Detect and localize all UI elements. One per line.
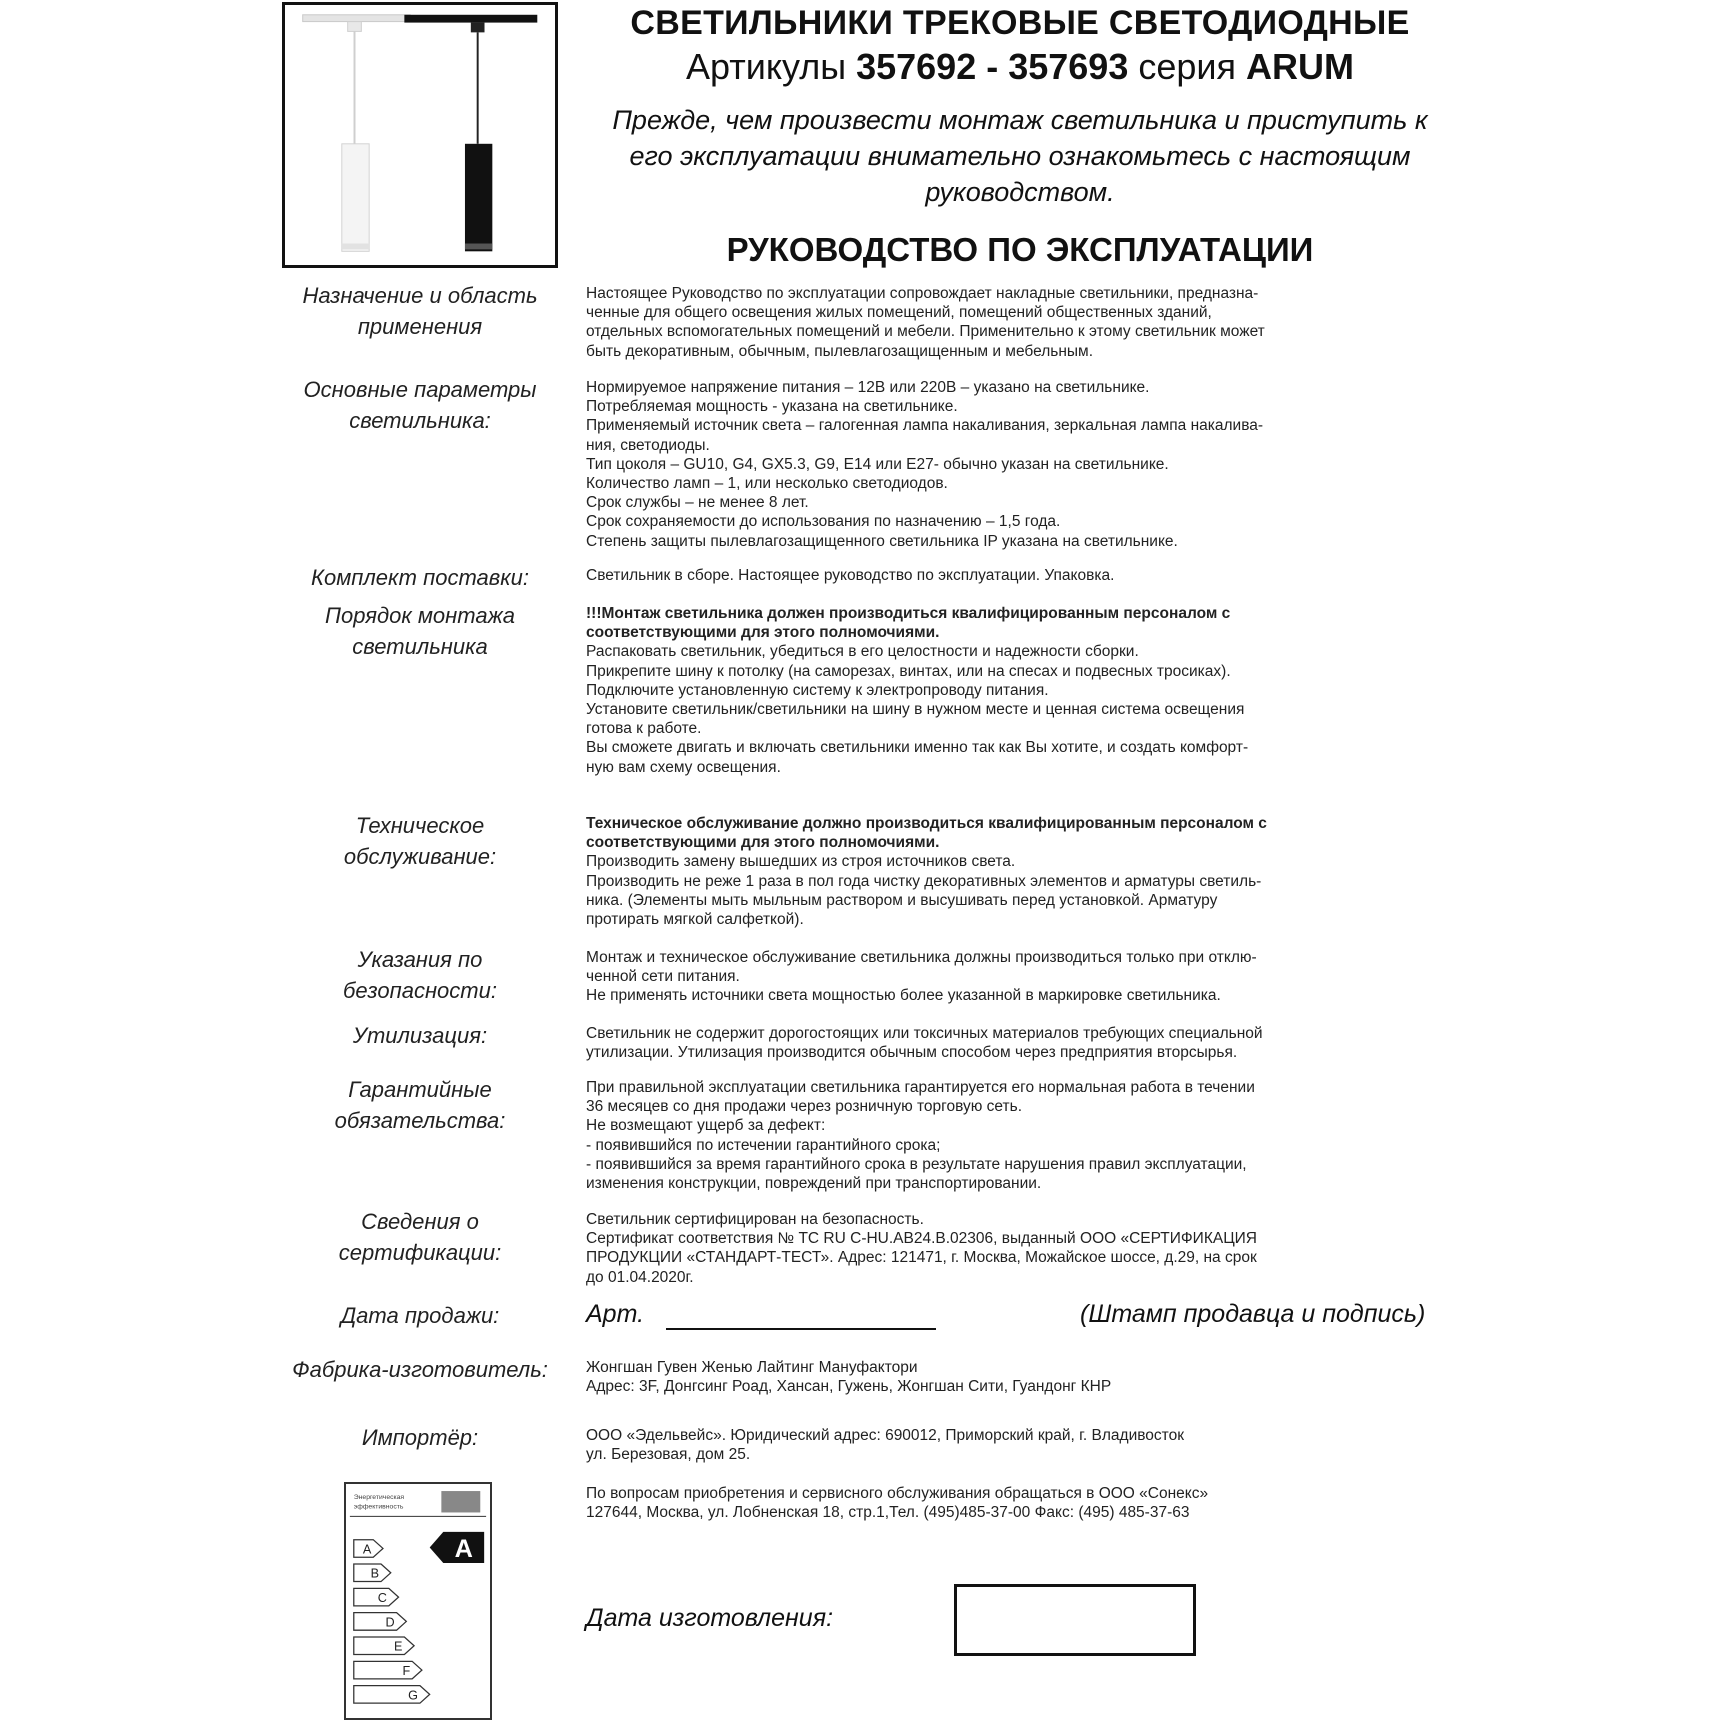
text-line: Сертификат соответствия № ТС RU С-HU.АВ24.В.02306, выданный ООО «СЕРТИФИКАЦИЯ [586, 1230, 1257, 1248]
text-line: ную вам схему освещения. [586, 758, 781, 776]
text-line: 127644, Москва, ул. Лобненская 18, стр.1,Тел. (495)485-37-00 Факс: (495) 485-37-63 [586, 1504, 1190, 1522]
maintenance-label: Техническое обслуживание: [343, 813, 497, 869]
text-line: Адрес: 3F, Донгсинг Роад, Хансан, Гужень, Жонгшан Сити, Гуандонг КНР [586, 1378, 1112, 1396]
text-line-bold: соответствующими для этого полномочиями. [586, 624, 940, 642]
safety-label: Указания по безопасности: [343, 947, 497, 1003]
text-line-bold: Техническое обслуживание должно производиться квалифицированным персоналом с [586, 815, 1267, 832]
text-line: Жонгшан Гувен Женью Лайтинг Мануфактори [586, 1359, 918, 1376]
series-name: ARUM [1246, 46, 1355, 87]
factory-label: Фабрика-изготовитель: [292, 1357, 548, 1382]
importer-text [586, 1426, 1436, 1464]
energy-class-letter: D [385, 1615, 395, 1630]
energy-header-line2: эффективность [353, 1503, 404, 1511]
text-line: Светильник не содержит дорогостоящих или токсичных материалов требующих специальной [586, 1025, 1263, 1042]
text-line: Прикрепите шину к потолку (на саморезах, винтах, или на спесах и подвесных тросиках). [586, 662, 1231, 680]
text-line: Вы сможете двигать и включать светильники именно так как Вы хотите, и создать комфорт- [586, 739, 1249, 757]
text-line: ул. Березовая, дом 25. [586, 1446, 751, 1464]
text-line: ния, светодиоды. [586, 436, 710, 454]
energy-class-letter: C [377, 1590, 387, 1605]
kit-text [586, 566, 1436, 585]
text-line: протирать мягкой салфеткой). [586, 911, 804, 929]
energy-class-letter: A [362, 1542, 372, 1557]
energy-scale-graphic [346, 1484, 490, 1718]
text-line: Монтаж и техническое обслуживание светильника должны производиться только при отклю- [586, 949, 1257, 966]
text-line: При правильной эксплуатации светильника гарантируется его нормальная работа в течении [586, 1079, 1255, 1096]
text-line: до 01.04.2020г. [586, 1268, 694, 1286]
text-line: Количество ламп – 1, или несколько светодиодов. [586, 475, 948, 493]
energy-class-letter: E [394, 1639, 403, 1654]
text-line: Установите светильник/светильники на шину в нужном месте и ценная система освещения [586, 701, 1245, 719]
text-line: ченной сети питания. [586, 968, 740, 986]
text-line: Настоящее Руководство по эксплуатации сопровождает накладные светильники, предназна- [586, 285, 1259, 302]
safety-text [586, 948, 1436, 1006]
text-line: По вопросам приобретения и сервисного обслуживания обращаться в ООО «Сонекс» [586, 1485, 1209, 1502]
text-line-bold: соответствующими для этого полномочиями. [586, 834, 940, 852]
text-line: быть декоративным, обычным, пылевлагозащищенным и мебельным. [586, 342, 1094, 360]
text-line: Светильник в сборе. Настоящее руководство по эксплуатации. Упаковка. [586, 567, 1115, 584]
manual-title: РУКОВОДСТВО ПО ЭКСПЛУАТАЦИИ [726, 231, 1314, 268]
text-line: отдельных вспомогательных помещений и мебели. Применительно к этому светильник может [586, 323, 1265, 341]
track-lights-image [285, 5, 555, 265]
energy-class-bar [354, 1686, 430, 1704]
disposal-label: Утилизация: [352, 1023, 488, 1048]
service-text [586, 1484, 1436, 1522]
energy-class-bar [354, 1613, 407, 1631]
text-line: Не возмещают ущерб за дефект: [586, 1117, 826, 1135]
energy-rating-letter: A [454, 1535, 473, 1564]
text-line: Срок сохраняемости до использования по назначению – 1,5 года. [586, 513, 1061, 531]
text-line: изменения конструкции, повреждений при транспортировании. [586, 1175, 1042, 1193]
text-line: Подключите установленную систему к электропроводу питания. [586, 681, 1049, 699]
text-line: Не применять источники света мощностью более указанной в маркировке светильника. [586, 987, 1221, 1005]
energy-efficiency-label [344, 1482, 492, 1720]
energy-class-bar [354, 1637, 414, 1655]
energy-class-bar [354, 1661, 422, 1679]
text-line: утилизации. Утилизация производится обычным способом через предприятия вторсырья. [586, 1044, 1238, 1062]
params-label: Основные параметры светильника: [303, 377, 537, 433]
text-line-bold: !!!Монтаж светильника должен производиться квалифицированным персоналом с [586, 605, 1231, 622]
purpose-text [586, 284, 1436, 361]
kit-label: Комплект поставки: [311, 565, 529, 590]
text-line: Степень защиты пылевлагозащищенного светильника IP указана на светильнике. [586, 532, 1178, 550]
text-line: Применяемый источник света – галогенная лампа накаливания, зеркальная лампа накалива- [586, 417, 1264, 435]
energy-header-bar [441, 1491, 480, 1512]
sale-date-label: Дата продажи: [340, 1303, 500, 1328]
maintenance-text [586, 814, 1436, 929]
sale-article-label: Арт. [586, 1300, 645, 1328]
disposal-text [586, 1024, 1436, 1062]
warranty-label: Гарантийные обязательства: [334, 1077, 506, 1133]
text-line: Нормируемое напряжение питания – 12В или 220В – указано на светильнике. [586, 379, 1150, 396]
seller-stamp-label: (Штамп продавца и подпись) [1080, 1300, 1426, 1328]
energy-rating-arrow [430, 1532, 484, 1563]
text-line: ООО «Эдельвейс». Юридический адрес: 690012, Приморский край, г. Владивосток [586, 1427, 1185, 1444]
text-line: - появившийся по истечении гарантийного срока; [586, 1136, 941, 1154]
articles-range: 357692 - 357693 [856, 46, 1129, 87]
text-line: Потребляемая мощность - указана на светильнике. [586, 398, 958, 416]
energy-class-letter: F [402, 1663, 411, 1678]
text-line: 36 месяцев со дня продажи через розничную торговую сеть. [586, 1098, 1023, 1116]
warranty-text [586, 1078, 1436, 1193]
sale-article-line [666, 1328, 936, 1330]
energy-class-letter: B [370, 1566, 380, 1581]
purpose-label: Назначение и область применения [302, 283, 538, 339]
text-line: готова к работе. [586, 720, 702, 738]
text-line: ника. (Элементы мыть мыльным раствором и высушивать перед установкой. Арматуру [586, 891, 1218, 909]
text-line: Производить замену вышедших из строя источников света. [586, 853, 1016, 871]
text-line: ПРОДУКЦИИ «СТАНДАРТ-ТЕСТ». Адрес: 121471, г. Москва, Можайское шоссе, д.29, на срок [586, 1249, 1257, 1267]
energy-header-line1: Энергетическая [353, 1493, 405, 1501]
energy-class-list [354, 1540, 430, 1703]
mounting-text [586, 604, 1436, 777]
manufacture-date-box[interactable] [954, 1584, 1196, 1656]
params-text [586, 378, 1436, 551]
certification-text [586, 1210, 1436, 1287]
text-line: - появившийся за время гарантийного срока в результате нарушения правил эксплуатации, [586, 1155, 1247, 1173]
importer-label: Импортёр: [361, 1425, 479, 1450]
text-line: Срок службы – не менее 8 лет. [586, 494, 809, 512]
product-photo [282, 2, 558, 268]
certification-label: Сведения о сертификации: [338, 1209, 502, 1265]
energy-class-letter: G [408, 1688, 418, 1703]
text-line: Тип цоколя – GU10, G4, GX5.3, G9, E14 или E27- обычно указан на светильнике. [586, 455, 1169, 473]
factory-text [586, 1358, 1436, 1396]
energy-class-bar [354, 1588, 399, 1606]
manufacture-date-label: Дата изготовления: [586, 1604, 834, 1632]
title-block [580, 2, 1460, 270]
articles-line [580, 44, 1460, 90]
articles-prefix: Артикулы [685, 46, 847, 87]
intro-text: Прежде, чем произвести монтаж светильника и приступить к его эксплуатации внимательно ознакомьтесь с настоящим руководством. [612, 105, 1428, 207]
series-prefix: серия [1138, 46, 1237, 87]
product-title: СВЕТИЛЬНИКИ ТРЕКОВЫЕ СВЕТОДИОДНЫЕ [630, 4, 1410, 42]
text-line: ченные для общего освещения жилых помещений, помещений общественных зданий, [586, 304, 1212, 322]
text-line: Светильник сертифицирован на безопасность. [586, 1211, 924, 1228]
mounting-label: Порядок монтажа светильника [325, 603, 515, 659]
text-line: Производить не реже 1 раза в пол года чистку декоративных элементов и арматуры светиль- [586, 872, 1262, 890]
text-line: Распаковать светильник, убедиться в его целостности и надежности сборки. [586, 643, 1139, 661]
